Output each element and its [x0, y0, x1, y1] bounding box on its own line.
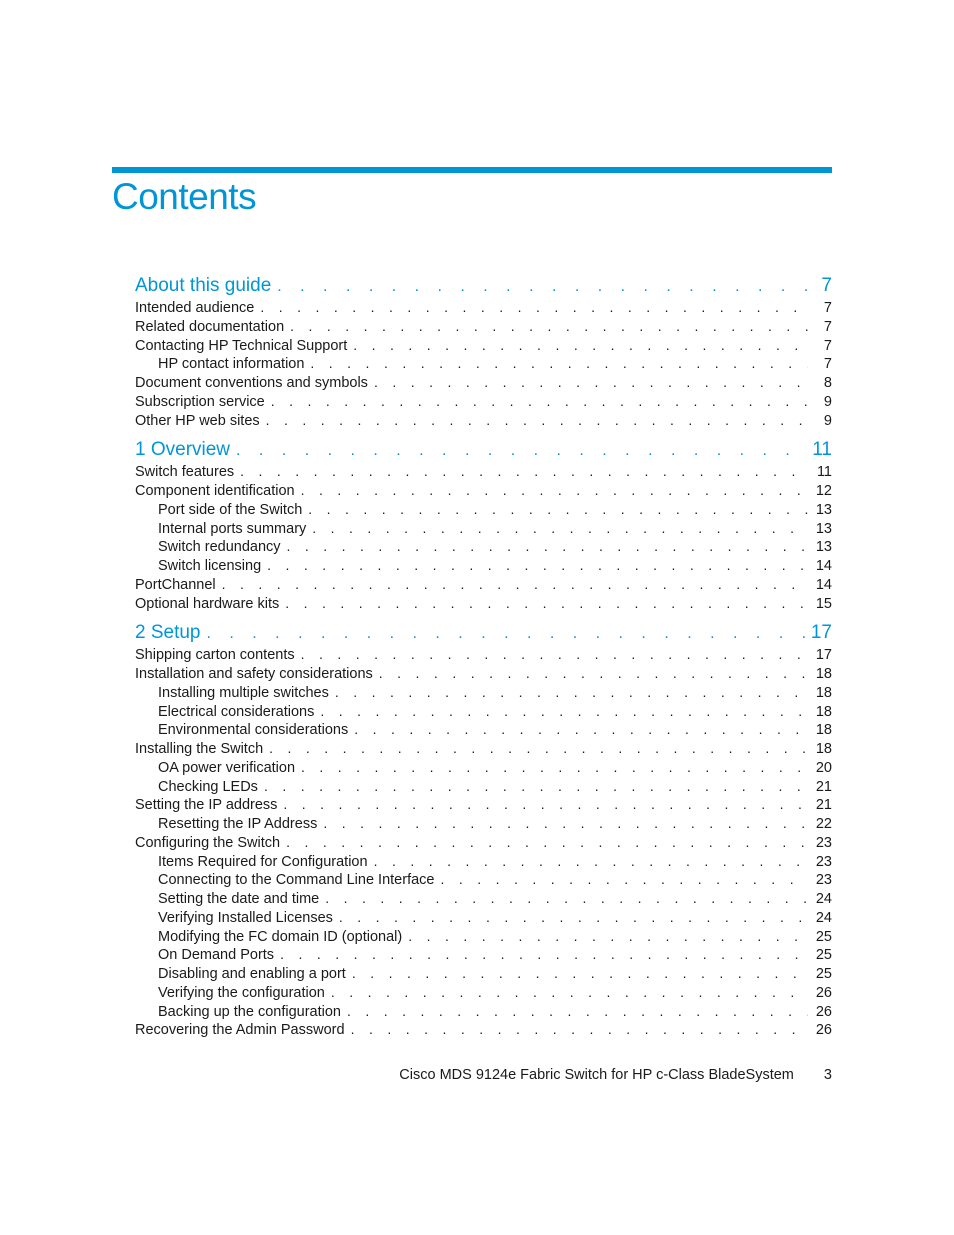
toc-entry-link[interactable] [135, 777, 832, 796]
dot-leader [222, 575, 808, 594]
toc-entry-label: Checking LEDs [158, 778, 258, 795]
toc-entry-link[interactable] [135, 664, 832, 683]
toc-entry-label: OA power verification [158, 759, 296, 776]
toc-entry-page: 18 [815, 703, 832, 720]
toc-entry-label: Related documentation [135, 318, 285, 335]
toc-entry-link[interactable] [135, 739, 832, 758]
dot-leader [277, 275, 808, 299]
toc-entry-page: 9 [823, 412, 832, 429]
toc-entry-link[interactable] [135, 298, 832, 317]
toc-entry-page: 9 [823, 393, 832, 410]
toc-entry-link[interactable] [135, 852, 832, 871]
toc-entry-label: Environmental considerations [158, 722, 349, 739]
toc-entry-page: 11 [816, 464, 832, 481]
dot-leader [374, 373, 808, 392]
toc-entry-label: Switch redundancy [158, 539, 281, 556]
toc-entry-label: Setting the IP address [135, 797, 278, 814]
toc-entry-link[interactable] [135, 392, 832, 411]
dot-leader [283, 795, 808, 814]
toc-entry-label: Contacting HP Technical Support [135, 337, 348, 354]
toc-entry-link[interactable] [135, 462, 832, 481]
toc-entry-page: 12 [815, 483, 832, 499]
toc-entry-page: 15 [815, 595, 832, 612]
toc-entry-page: 7 [823, 356, 832, 373]
toc-section [135, 438, 832, 612]
dot-leader [331, 983, 808, 1002]
dot-leader [374, 852, 808, 871]
toc-entry-label: Document conventions and symbols [135, 375, 368, 391]
toc-entry-link[interactable] [135, 411, 832, 430]
toc-entry-label: Other HP web sites [135, 412, 260, 429]
toc-entry-page: 18 [815, 666, 832, 682]
toc-entry-link[interactable] [135, 983, 832, 1002]
toc-entry-label: Connecting to the Command Line Interface [158, 872, 435, 889]
toc-entry-label: On Demand Ports [158, 947, 275, 964]
footer-page-number: 3 [823, 1067, 832, 1083]
toc-entry-label: 2 Setup [135, 622, 201, 644]
toc-entry-link[interactable] [135, 594, 832, 613]
dot-leader [335, 683, 808, 702]
toc-entry-link[interactable] [135, 556, 832, 575]
toc-entry-label: Verifying the configuration [158, 984, 325, 1001]
dot-leader [325, 889, 808, 908]
toc-entry-link[interactable] [135, 683, 832, 702]
toc-entry-page: 7 [823, 337, 832, 354]
toc-entry-label: About this guide [135, 275, 272, 296]
toc-entry-label: Subscription service [135, 393, 265, 410]
toc-entry-page: 21 [815, 778, 832, 795]
toc-entry-label: 1 Overview [135, 439, 231, 461]
dot-leader [408, 927, 808, 946]
toc-entry-page: 17 [810, 622, 832, 644]
toc-entry-link[interactable] [135, 833, 832, 852]
dot-leader [354, 720, 808, 739]
toc-entry-link[interactable] [135, 481, 832, 500]
toc-entry-label: Backing up the configuration [158, 1003, 341, 1020]
toc-entry-link[interactable] [135, 354, 832, 373]
dot-leader [308, 500, 808, 519]
toc-entry-page: 21 [815, 797, 832, 814]
toc-entry-page: 14 [815, 576, 832, 593]
dot-leader [301, 481, 808, 500]
dot-leader [320, 702, 808, 721]
toc-entry-page: 17 [815, 647, 832, 664]
toc-entry-label: Shipping carton contents [135, 647, 295, 664]
toc-entry-label: Verifying Installed Licenses [158, 909, 333, 926]
toc-entry-link[interactable] [135, 702, 832, 721]
dot-leader [286, 833, 808, 852]
toc-entry-label: Internal ports summary [158, 520, 307, 537]
toc-entry-label: Intended audience [135, 300, 255, 316]
dot-leader [440, 870, 808, 889]
page-title: Contents [112, 176, 257, 217]
toc-entry-link[interactable] [135, 1020, 832, 1039]
header-rule [112, 167, 832, 173]
toc-entry-page: 25 [815, 928, 832, 945]
dot-leader [285, 594, 808, 613]
toc-entry-page: 13 [815, 539, 832, 556]
toc-entry-page: 7 [823, 300, 832, 316]
dot-leader [353, 336, 808, 355]
toc-entry-link[interactable] [135, 795, 832, 814]
toc-entry-label: Switch features [135, 464, 235, 481]
toc-entry-link[interactable] [135, 889, 832, 908]
toc-entry-label: Installing multiple switches [158, 684, 329, 701]
dot-leader [264, 777, 808, 796]
toc-entry-page: 8 [823, 375, 832, 391]
dot-leader [267, 556, 808, 575]
toc-entry-link[interactable] [135, 373, 832, 392]
dot-leader [339, 908, 808, 927]
dot-leader [266, 411, 808, 430]
toc-chapter-link[interactable] [135, 438, 832, 462]
toc-entry-page: 25 [815, 947, 832, 964]
dot-leader [236, 439, 808, 463]
dot-leader [207, 622, 807, 646]
toc-entry-page: 7 [823, 318, 832, 335]
dot-leader [240, 462, 808, 481]
dot-leader [287, 537, 808, 556]
dot-leader [301, 645, 808, 664]
toc-entry-link[interactable] [135, 964, 832, 983]
toc-chapter-link[interactable] [135, 274, 832, 298]
toc-entry-label: Recovering the Admin Password [135, 1022, 345, 1039]
toc-entry-page: 11 [812, 439, 832, 461]
toc-entry-link[interactable] [135, 945, 832, 964]
toc-entry-label: Resetting the IP Address [158, 816, 318, 832]
toc-entry-page: 25 [815, 966, 832, 982]
dot-leader [379, 664, 808, 683]
toc-entry-page: 24 [815, 891, 832, 907]
toc-entry-page: 22 [815, 816, 832, 832]
toc-entry-page: 13 [815, 520, 832, 537]
toc-entry-page: 24 [815, 909, 832, 926]
dot-leader [312, 519, 808, 538]
toc-entry-page: 23 [815, 853, 832, 870]
dot-leader [301, 758, 808, 777]
toc-entry-page: 7 [821, 275, 832, 296]
toc-section [135, 274, 832, 429]
toc-entry-label: Disabling and enabling a port [158, 966, 346, 982]
toc-entry-link[interactable] [135, 519, 832, 538]
toc-entry-page: 18 [815, 722, 832, 739]
dot-leader [352, 964, 808, 983]
toc-entry-page: 18 [815, 741, 832, 757]
toc-entry-page: 14 [815, 558, 832, 574]
toc-entry-link[interactable] [135, 908, 832, 927]
table-of-contents [135, 274, 832, 1048]
dot-leader [269, 739, 808, 758]
toc-entry-label: Optional hardware kits [135, 595, 280, 612]
toc-entry-page: 23 [815, 834, 832, 851]
toc-entry-label: Port side of the Switch [158, 501, 303, 518]
toc-entry-page: 13 [815, 501, 832, 518]
toc-entry-label: Setting the date and time [158, 891, 320, 907]
toc-entry-link[interactable] [135, 758, 832, 777]
toc-entry-link[interactable] [135, 720, 832, 739]
toc-entry-label: Installation and safety considerations [135, 666, 373, 682]
toc-entry-label: Configuring the Switch [135, 834, 281, 851]
dot-leader [323, 814, 808, 833]
toc-entry-label: Items Required for Configuration [158, 853, 368, 870]
toc-entry-link[interactable] [135, 336, 832, 355]
toc-entry-link[interactable] [135, 927, 832, 946]
dot-leader [347, 1002, 808, 1021]
toc-entry-page: 20 [815, 759, 832, 776]
dot-leader [260, 298, 808, 317]
page-footer [399, 1067, 832, 1083]
toc-entry-label: Installing the Switch [135, 741, 264, 757]
dot-leader [280, 945, 808, 964]
toc-entry-page: 23 [815, 872, 832, 889]
toc-section [135, 621, 832, 1039]
dot-leader [351, 1020, 808, 1039]
toc-entry-page: 18 [815, 684, 832, 701]
toc-entry-link[interactable] [135, 870, 832, 889]
toc-chapter-link[interactable] [135, 621, 832, 645]
toc-entry-label: PortChannel [135, 576, 216, 593]
toc-entry-link[interactable] [135, 645, 832, 664]
toc-entry-link[interactable] [135, 575, 832, 594]
toc-entry-link[interactable] [135, 500, 832, 519]
toc-entry-link[interactable] [135, 814, 832, 833]
footer-document-title: Cisco MDS 9124e Fabric Switch for HP c-Class BladeSystem [399, 1067, 794, 1083]
toc-entry-link[interactable] [135, 1002, 832, 1021]
toc-entry-label: HP contact information [158, 356, 305, 373]
toc-entry-label: Modifying the FC domain ID (optional) [158, 928, 403, 945]
toc-entry-link[interactable] [135, 317, 832, 336]
dot-leader [310, 354, 808, 373]
toc-entry-page: 26 [815, 984, 832, 1001]
toc-entry-page: 26 [815, 1003, 832, 1020]
toc-entry-label: Component identification [135, 483, 295, 499]
toc-entry-label: Switch licensing [158, 558, 262, 574]
toc-entry-label: Electrical considerations [158, 703, 315, 720]
toc-entry-link[interactable] [135, 537, 832, 556]
toc-entry-page: 26 [815, 1022, 832, 1039]
dot-leader [271, 392, 808, 411]
dot-leader [290, 317, 808, 336]
